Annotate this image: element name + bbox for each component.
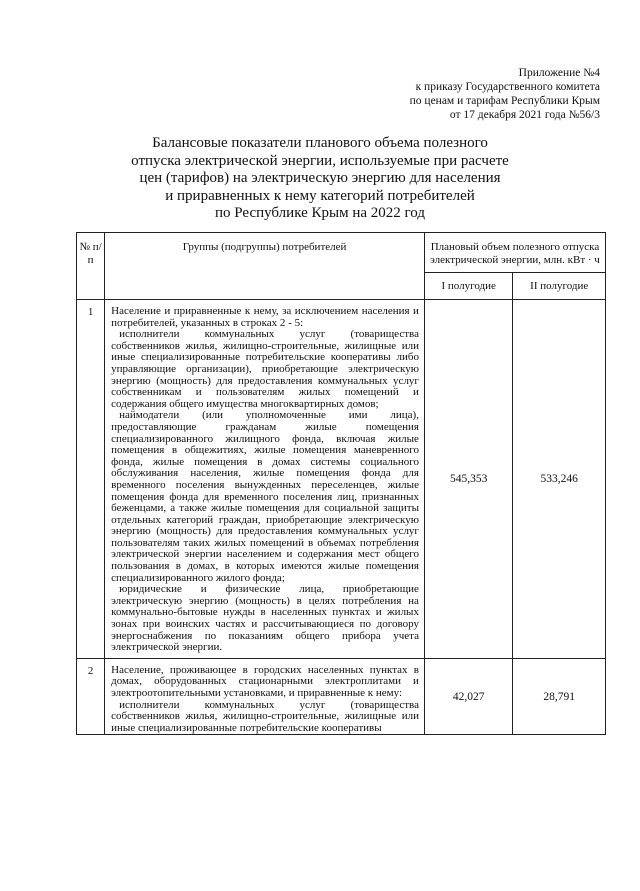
appendix-header: [360, 66, 600, 122]
header-num: № п/п: [77, 233, 105, 300]
title-line: цен (тарифов) на электрическую энергию для населения: [139, 170, 501, 186]
appendix-line: Приложение №4: [518, 67, 600, 79]
row-paragraph: исполнители коммунальных услуг (товарищества собственников жилья, жилищно-строительные, жилищные или иные специализированные потребительские кооперативы: [111, 698, 419, 734]
document-title: [90, 135, 550, 223]
row-number: 1: [77, 300, 105, 659]
appendix-line: по ценам и тарифам Республики Крым: [409, 95, 600, 107]
row-value-half1: 545,353: [424, 300, 512, 659]
row-paragraph: Население и приравненные к нему, за исключением населения и потребителей, указанных в строках 2 - 5:: [111, 305, 419, 329]
appendix-line: к приказу Государственного комитета: [415, 81, 600, 93]
row-value-half2: 533,246: [513, 300, 606, 659]
row-paragraph: Население, проживающее в городских населенных пунктах в домах, оборудованных стационарными электроплитами и электроотопительными установками, и приравненные к нему:: [111, 663, 419, 699]
table-row: [77, 300, 606, 659]
title-line: Балансовые показатели планового объема полезного: [152, 135, 488, 151]
table-header-row: [77, 233, 606, 273]
header-groups: Группы (подгруппы) потребителей: [105, 233, 425, 300]
row-description: [105, 658, 425, 735]
balance-table: [76, 232, 606, 735]
table-row: [77, 658, 606, 735]
row-number: 2: [77, 658, 105, 735]
title-line: по Республике Крым на 2022 год: [214, 205, 426, 221]
row-paragraph: наймодатели (или уполномоченные ими лица), предоставляющие гражданам жилые помещения специализированного жилищного фонда, включая жилые помещения в общежитиях, жилые помещения маневренного фонда, жилые помещения в домах системы социального обслуживания населения, жилые помещения фонда для временного поселения вынужденных переселенцев, жилые помещения фонда для временного поселения лиц, признанных беженцами, а также жилые помещения для социальной защиты отдельных категорий граждан, приобретающие электрическую энергию (мощность) для предоставления коммунальных услуг пользователям таких жилых помещений в объемах потребления электрической энергии населением и содержания мест общего пользования в домах, в которых имеются жилые помещения специализированного жилого фонда;: [111, 409, 419, 584]
header-volume: Плановый объем полезного отпуска электрической энергии, млн. кВт · ч: [424, 233, 605, 273]
row-value-half1: 42,027: [424, 658, 512, 735]
row-value-half2: 28,791: [513, 658, 606, 735]
appendix-line: от 17 декабря 2021 года №56/3: [449, 109, 600, 121]
header-half1: I полугодие: [424, 273, 512, 300]
header-half2: II полугодие: [513, 273, 606, 300]
row-paragraph: исполнители коммунальных услуг (товарищества собственников жилья, жилищно-строительные, жилищные или иные специализированные потребительские кооперативы либо управляющие организации), приобретающие электрическую энергию (мощность) для предоставления коммунальных услуг собственникам и пользователям жилых помещений и содержания общего имущества многоквартирных домов;: [111, 328, 419, 410]
row-description: [105, 300, 425, 659]
title-line: и приравненных к нему категорий потребителей: [165, 187, 475, 204]
title-line: отпуска электрической энергии, используемые при расчете: [131, 152, 509, 169]
row-paragraph: юридические и физические лица, приобретающие электрическую энергию (мощность) в целях потребления на коммунально-бытовые нужды в населенных пунктах и жилых зонах при воинских частях и рассчитывающиеся по договору энергоснабжения по показаниям общего прибора учета электрической энергии.: [111, 583, 419, 654]
